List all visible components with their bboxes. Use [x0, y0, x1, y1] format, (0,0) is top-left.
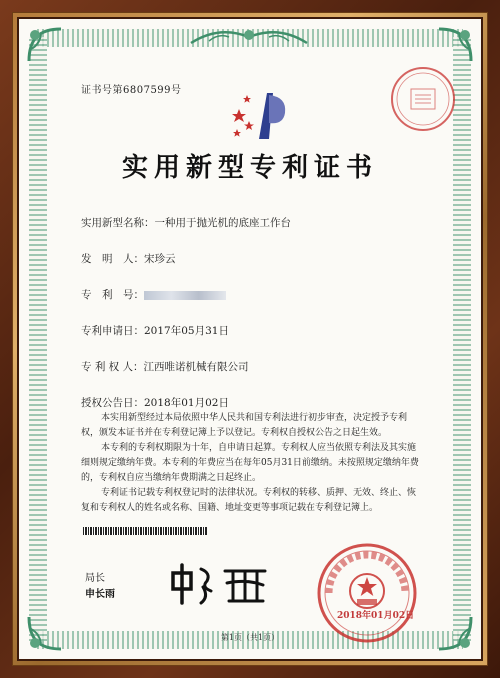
filing-date-value: 2017年05月31日: [144, 325, 229, 337]
utility-model-name-row: [81, 215, 291, 230]
utility-model-name-label: 实用新型名称：: [81, 217, 155, 229]
small-red-seal-icon: [389, 65, 457, 133]
barcode: [83, 527, 207, 535]
patentee-value: 江西唯诺机械有限公司: [143, 361, 249, 373]
patent-number-label: 专 利 号：: [81, 289, 144, 301]
grant-date-row: [81, 395, 229, 410]
paragraph-legal-status: 专利证书记载专利权登记时的法律状况。专利权的转移、质押、无效、终止、恢复和专利权人的姓名或名称、国籍、地址变更等事项记载在专利登记簿上。: [81, 488, 417, 513]
filing-date-row: [81, 323, 229, 338]
inventor-value: 宋珍云: [144, 253, 176, 265]
paragraph-grant: 本实用新型经过本局依照中华人民共和国专利法进行初步审查，决定授予专利权，颁发本证书并在专利登记簿上予以登记。专利权自授权公告之日起生效。: [81, 413, 408, 438]
utility-model-name-value: 一种用于抛光机的底座工作台: [154, 217, 291, 229]
director-title: 局长: [85, 573, 105, 584]
inventor-label: 发 明 人：: [81, 253, 144, 265]
patent-number-redacted: [144, 291, 226, 300]
certificate-number: 证书号第6807599号: [81, 85, 182, 96]
filing-date-label: 专利申请日：: [81, 325, 144, 337]
director-signature-icon: [167, 557, 275, 607]
gold-frame-border: [12, 12, 488, 666]
patentee-label: 专 利 权 人：: [81, 361, 144, 373]
guilloche-border-left: [29, 37, 47, 641]
certificate-title: 实用新型专利证书: [121, 153, 378, 183]
patent-number-row: [81, 287, 226, 302]
patent-office-logo-icon: [229, 87, 289, 143]
top-ornament-icon: [189, 23, 309, 49]
paragraph-term: 本专利的专利权期限为十年，自申请日起算。专利权人应当依照专利法及其实施细则规定缴纳年费。本专利的年费应当在每年05月31日前缴纳。未按照规定缴纳年费的，专利权自应当缴纳年费期满之日起终止。: [81, 443, 419, 483]
grant-date-label: 授权公告日：: [81, 397, 144, 409]
patentee-row: [81, 359, 249, 374]
page-indicator: 第1页（共1页）: [220, 633, 280, 642]
frame-matte: [17, 17, 483, 661]
corner-ornament-icon: [435, 25, 475, 65]
certificate-paper: [19, 19, 481, 659]
official-red-seal-icon: [315, 541, 419, 645]
corner-ornament-icon: [25, 25, 65, 65]
inventor-row: [81, 251, 176, 266]
grant-date-value: 2018年01月02日: [144, 397, 229, 409]
stamp-date: 2018年01月02日: [337, 611, 415, 621]
director-name: 申长雨: [85, 589, 115, 600]
